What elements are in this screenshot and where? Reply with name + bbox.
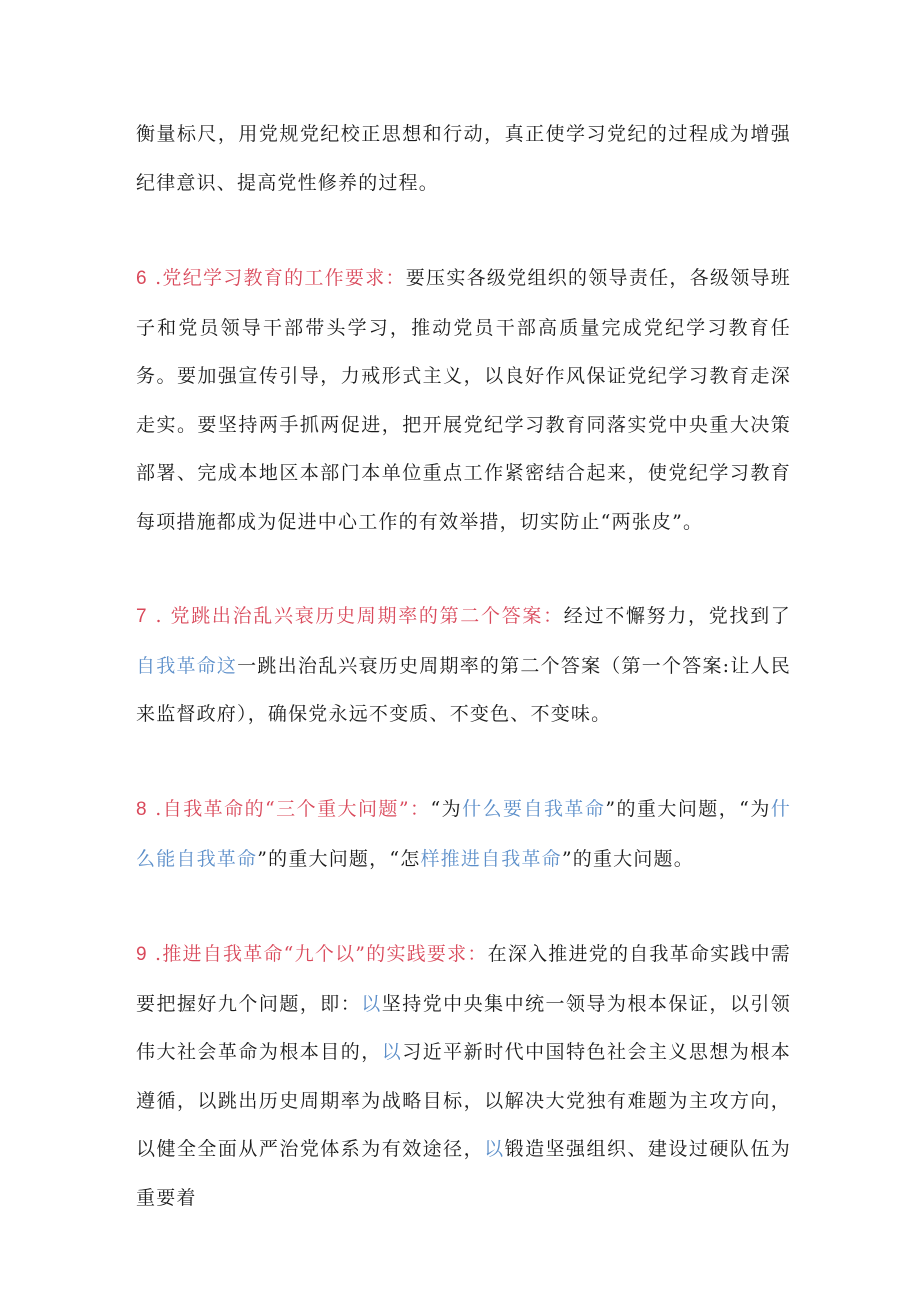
body-text: 在深入推进党的自我革命实践中需要把握好九个问题，即：	[136, 943, 791, 1015]
highlighted-text: 什么能自我革命	[136, 798, 792, 870]
highlighted-text: 以	[361, 992, 382, 1015]
item-number: 9	[136, 944, 148, 965]
body-text: “为	[430, 798, 463, 820]
item-heading: .推进自我革命“九个以”的实践要求：	[147, 943, 488, 965]
body-text: 锻造坚强组织、建设过硬队伍为重要着	[136, 1138, 791, 1209]
body-text: ”的重大问题。	[561, 847, 694, 870]
paragraph-item-9	[136, 930, 791, 1222]
item-heading: .自我革命的“三个重大问题”：	[147, 798, 431, 820]
paragraph-item-8	[136, 785, 791, 883]
highlighted-text: 以	[484, 1138, 505, 1160]
highlighted-text: 以	[381, 1041, 403, 1063]
paragraph-item-6	[136, 254, 791, 546]
item-number: 7	[136, 606, 148, 627]
body-text: 习近平新时代中国特色社会主义思想为根本遵循，以跳出历史周期率为战略目标，以解决大党独有难题为主攻方向，以健全全面从严治党体系为有效途径，	[136, 1041, 792, 1160]
body-text: 衡量标尺，用党规党纪校正思想和行动，真正使学习党纪的过程成为增强纪律意识、提高党性修养的过程。	[136, 123, 791, 194]
body-text: ”的重大问题，“为	[605, 798, 771, 820]
paragraph-item-7	[136, 592, 791, 739]
item-heading: . 党跳出治乱兴衰历史周期率的第二个答案：	[147, 605, 564, 627]
item-number: 6	[136, 268, 148, 289]
highlighted-text: 自我革命这	[136, 654, 238, 677]
highlighted-text: 样推进自我革命	[420, 847, 562, 870]
body-text: 要压实各级党组织的领导责任，各级领导班子和党员领导干部带头学习，推动党员干部高质量完成党纪学习教育任务。要加强宣传引导，力戒形式主义，以良好作风保证党纪学习教育走深走实。要坚持两手抓两促进，把开展党纪学习教育同落实党中央重大决策部署、完成本地区本部门本单位重点工作紧密结合起来，使党纪学习教育每项措施都成为促进中心工作的有效举措，切实防止“两张皮”。	[136, 267, 791, 533]
item-number: 8	[136, 799, 148, 820]
highlighted-text: 什么要自我革命	[462, 798, 606, 820]
body-text: 一跳出治乱兴衰历史周期率的第二个答案（第一个答案:让人民来监督政府），确保党永远不变质、不变色、不变味。	[136, 654, 791, 725]
paragraph-continued	[136, 110, 791, 207]
body-text: ”的重大问题，“怎	[257, 847, 421, 870]
body-text: 坚持党中央集中统一领导为根本保证，以引领伟大社会革命为根本目的，	[136, 992, 791, 1063]
body-text: 经过不懈努力，党找到了	[563, 605, 791, 627]
item-heading: .党纪学习教育的工作要求：	[147, 267, 406, 289]
